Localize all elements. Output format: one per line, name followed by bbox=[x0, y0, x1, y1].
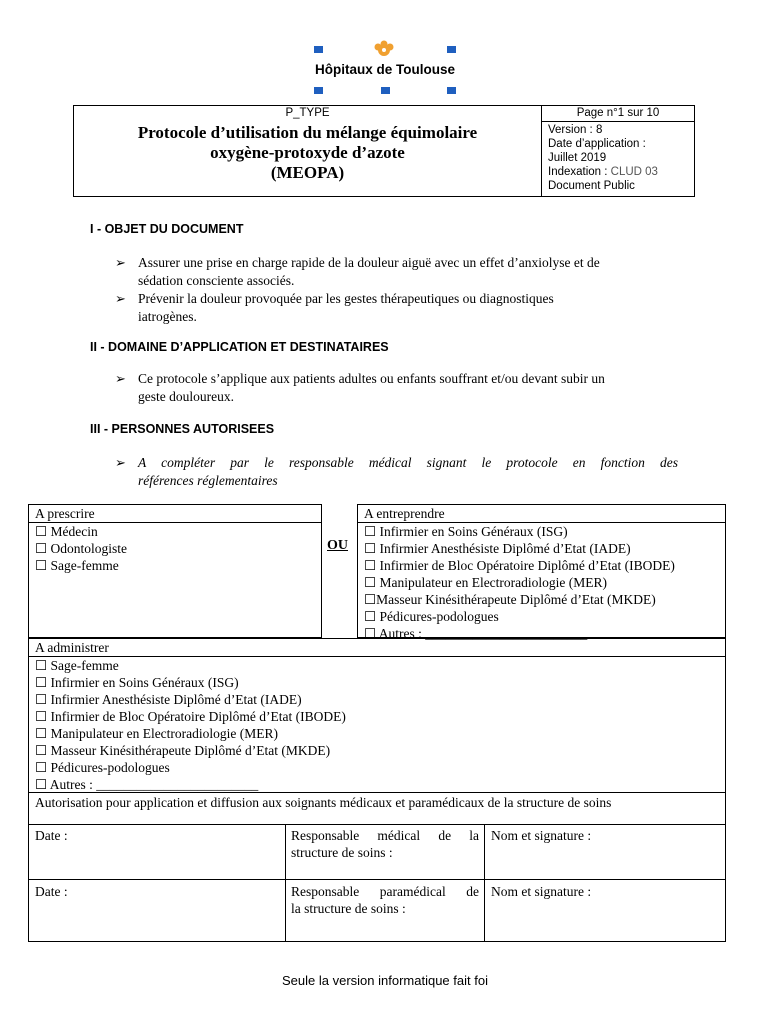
text-line: Responsable médical de la bbox=[291, 828, 479, 843]
text-line: sédation consciente associés. bbox=[138, 273, 295, 288]
title-line: oxygène-protoxyde d’azote bbox=[210, 143, 405, 162]
cross-emblem-icon bbox=[372, 40, 396, 58]
checkbox-mkde[interactable]: ☐ Masseur Kinésithérapeute Diplômé d’Etat (MKDE) bbox=[35, 743, 331, 758]
checkbox-isg[interactable]: ☐ Infirmier en Soins Généraux (ISG) bbox=[364, 524, 568, 539]
authorisation-text: Autorisation pour application et diffusion aux soignants médicaux et paramédicaux de la structure de soins bbox=[35, 795, 612, 810]
bullet-arrow-icon: ➢ bbox=[115, 455, 126, 470]
text-line: structure de soins : bbox=[291, 845, 393, 860]
text-line: A compléter par le responsable médical signant le protocole en fonction des bbox=[138, 455, 678, 470]
text-line: références réglementaires bbox=[138, 473, 278, 488]
responsable-paramedical bbox=[291, 883, 479, 917]
date-label: Date : bbox=[35, 828, 68, 843]
checkbox-mkde[interactable]: ☐Masseur Kinésithérapeute Diplômé d’Etat (MKDE) bbox=[364, 592, 656, 607]
date-label: Date : bbox=[35, 884, 68, 899]
checkbox-mer[interactable]: ☐ Manipulateur en Electroradiologie (MER) bbox=[35, 726, 279, 741]
text-line: geste douloureux. bbox=[138, 389, 234, 404]
indexation-value: CLUD 03 bbox=[610, 166, 658, 178]
logo-square-icon bbox=[447, 46, 456, 53]
checkbox-iade[interactable]: ☐ Infirmier Anesthésiste Diplômé d’Etat (IADE) bbox=[364, 541, 631, 556]
text-line: la structure de soins : bbox=[291, 901, 406, 916]
text-line: Prévenir la douleur provoquée par les gestes thérapeutiques ou diagnostiques bbox=[138, 291, 554, 306]
checkbox-sage-femme[interactable]: ☐ Sage-femme bbox=[35, 558, 119, 573]
document-header bbox=[73, 105, 695, 197]
header-info-cell bbox=[542, 106, 694, 196]
bullet-text bbox=[138, 254, 600, 290]
signature-label: Nom et signature : bbox=[491, 828, 592, 843]
hospital-name: Hôpitaux de Toulouse bbox=[314, 62, 455, 77]
bullet-text bbox=[138, 370, 605, 406]
footer-note: Seule la version informatique fait foi bbox=[282, 973, 488, 988]
indexation-label: Indexation : bbox=[548, 166, 611, 178]
checkbox-mer[interactable]: ☐ Manipulateur en Electroradiologie (MER) bbox=[364, 575, 608, 590]
checkbox-pedicures[interactable]: ☐ Pédicures-podologues bbox=[364, 609, 499, 624]
administrer-header: A administrer bbox=[35, 640, 109, 655]
date-label: Date d’application : bbox=[548, 138, 646, 150]
header-title-cell bbox=[74, 106, 542, 196]
document-info bbox=[542, 122, 694, 193]
bullet-arrow-icon: ➢ bbox=[115, 255, 126, 270]
logo-square-icon bbox=[381, 87, 390, 94]
text-line: Responsable paramédical de bbox=[291, 884, 479, 899]
checkbox-ibode[interactable]: ☐ Infirmier de Bloc Opératoire Diplômé d’Etat (IBODE) bbox=[35, 709, 346, 724]
version: Version : 8 bbox=[548, 124, 603, 136]
checkbox-isg[interactable]: ☐ Infirmier en Soins Généraux (ISG) bbox=[35, 675, 239, 690]
bullet-text bbox=[138, 454, 678, 490]
logo-square-icon bbox=[314, 46, 323, 53]
title-line: (MEOPA) bbox=[270, 163, 345, 182]
section-title: II - DOMAINE D’APPLICATION ET DESTINATAIRES bbox=[90, 340, 389, 354]
type-label: P_TYPE bbox=[285, 107, 330, 119]
logo-square-icon bbox=[447, 87, 456, 94]
responsable-medical bbox=[291, 827, 479, 861]
bullet-arrow-icon: ➢ bbox=[115, 291, 126, 306]
prescrire-header: A prescrire bbox=[35, 506, 95, 521]
checkbox-iade[interactable]: ☐ Infirmier Anesthésiste Diplômé d’Etat (IADE) bbox=[35, 692, 302, 707]
text-line: iatrogènes. bbox=[138, 309, 197, 324]
bullet-text bbox=[138, 290, 554, 326]
prescrire-box bbox=[28, 504, 322, 638]
checkbox-autres[interactable]: ☐ Autres : ________________________ bbox=[364, 626, 588, 641]
indexation bbox=[548, 165, 694, 179]
checkbox-autres[interactable]: ☐ Autres : ________________________ bbox=[35, 777, 259, 792]
page-number: Page n°1 sur 10 bbox=[542, 106, 694, 122]
ou-label: OU bbox=[327, 538, 348, 553]
entreprendre-box bbox=[357, 504, 726, 641]
date-value: Juillet 2019 bbox=[548, 152, 607, 164]
signature-label: Nom et signature : bbox=[491, 884, 592, 899]
document-status: Document Public bbox=[548, 180, 635, 192]
checkbox-odontologiste[interactable]: ☐ Odontologiste bbox=[35, 541, 127, 556]
section-title: III - PERSONNES AUTORISEES bbox=[90, 422, 275, 436]
title-line: Protocole d’utilisation du mélange équimolaire bbox=[137, 123, 478, 142]
checkbox-sage-femme[interactable]: ☐ Sage-femme bbox=[35, 658, 119, 673]
section-title: I - OBJET DU DOCUMENT bbox=[90, 222, 244, 236]
logo-square-icon bbox=[314, 87, 323, 94]
text-line: Ce protocole s’applique aux patients adultes ou enfants souffrant et/ou devant subir un bbox=[138, 371, 605, 386]
administrer-box bbox=[28, 638, 726, 942]
checkbox-medecin[interactable]: ☐ Médecin bbox=[35, 524, 98, 539]
entreprendre-header: A entreprendre bbox=[364, 506, 445, 521]
bullet-arrow-icon: ➢ bbox=[115, 371, 126, 386]
text-line: Assurer une prise en charge rapide de la douleur aiguë avec un effet d’anxiolyse et de bbox=[138, 255, 600, 270]
checkbox-ibode[interactable]: ☐ Infirmier de Bloc Opératoire Diplômé d’Etat (IBODE) bbox=[364, 558, 675, 573]
checkbox-pedicures[interactable]: ☐ Pédicures-podologues bbox=[35, 760, 170, 775]
document-title bbox=[74, 123, 541, 183]
